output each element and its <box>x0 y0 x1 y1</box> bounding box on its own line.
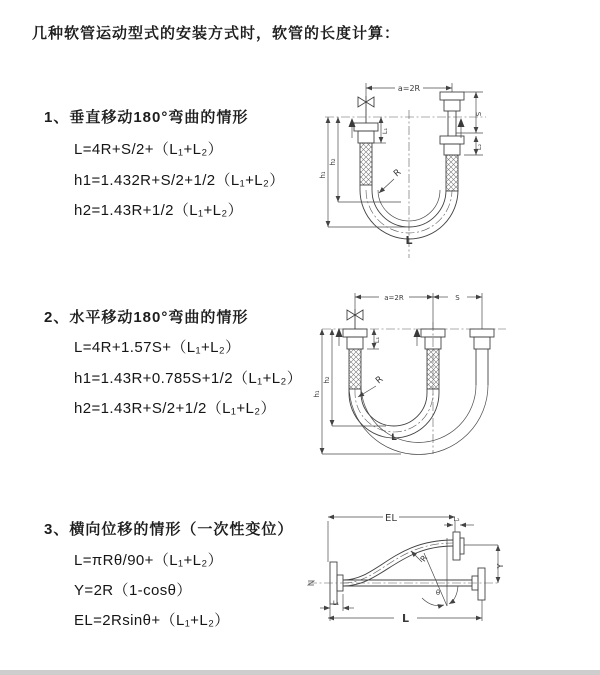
dimension-l1 <box>372 117 389 143</box>
formula-line: h1=1.43R+0.785S+1/2（L₁+L₂） <box>74 370 303 387</box>
dimension-l <box>328 600 482 625</box>
dimension-l2 <box>444 515 474 525</box>
dimension-y <box>464 545 505 583</box>
right-flange <box>472 568 485 600</box>
valve-icon <box>347 309 363 329</box>
dim-s-label: S <box>475 111 483 117</box>
radius-label: R <box>418 553 430 564</box>
dimension-l2 <box>464 136 483 155</box>
u-bend-hose-position2 <box>349 385 488 455</box>
formula-line: L=4R+S/2+（L₁+L₂） <box>74 141 224 158</box>
radius-label: R <box>392 167 404 180</box>
braided-hose-section <box>446 155 458 191</box>
valve-icon <box>358 96 374 123</box>
formula-line: L=4R+1.57S+（L₁+L₂） <box>74 339 241 356</box>
formula-line: EL=2Rsinθ+（L₁+L₂） <box>74 612 230 629</box>
dim-a2r-label: a=2R <box>397 84 421 93</box>
section-2-heading: 2、水平移动180°弯曲的情形 <box>44 309 249 326</box>
dimension-a2r <box>366 83 452 96</box>
dim-l1-label: L₁ <box>332 599 340 607</box>
dimension-l1 <box>367 329 381 349</box>
dim-h2-label: h₂ <box>329 158 337 166</box>
radius-callout <box>379 168 403 193</box>
pipe-fittings <box>343 329 494 389</box>
diagram-lateral-displacement <box>298 498 600 650</box>
dimension-el <box>328 513 455 562</box>
diagram-vertical-180-bend <box>311 72 600 264</box>
left-pipe-fitting <box>354 123 378 185</box>
dimension-a2r <box>355 294 433 302</box>
upper-flange <box>453 532 464 560</box>
length-label: L <box>391 433 397 443</box>
dim-h2-label: h₂ <box>323 376 331 384</box>
dim-el-label: EL <box>385 513 397 524</box>
radius-callout <box>358 375 385 397</box>
dim-h1-label: h₁ <box>319 171 327 179</box>
section-3-heading: 3、横向位移的情形（一次性变位） <box>44 521 294 538</box>
dim-l2-label: L₂ <box>453 515 460 523</box>
formula-line: h1=1.432R+S/2+1/2（L₁+L₂） <box>74 172 285 189</box>
s-curve-hose-position2 <box>343 540 453 586</box>
braided-hose-section <box>349 349 361 389</box>
dim-l1-label: L₁ <box>373 336 381 344</box>
length-label: L <box>401 612 410 625</box>
radius-callout <box>411 551 429 563</box>
dim-y-label: Y <box>496 563 505 569</box>
formula-line: h2=1.43R+S/2+1/2（L₁+L₂） <box>74 400 276 417</box>
length-label: L <box>405 234 413 247</box>
formula-line: h2=1.43R+1/2（L₁+L₂） <box>74 202 244 219</box>
u-bend-hose-position1 <box>349 389 439 438</box>
braided-hose-section <box>360 143 372 185</box>
page-title: 几种软管运动型式的安装方式时，软管的长度计算： <box>32 25 401 42</box>
dim-h1-label: h₁ <box>313 390 321 398</box>
formula-line: L=πRθ/90+（L₁+L₂） <box>74 552 223 569</box>
straight-hose-position1 <box>308 580 498 586</box>
diagram-horizontal-180-bend <box>306 282 598 460</box>
right-pipe-fitting <box>440 92 464 191</box>
section-1-heading: 1、垂直移动180°弯曲的情形 <box>44 109 249 126</box>
radius-label: R <box>374 374 386 387</box>
dim-s-label: S <box>455 294 460 302</box>
dim-l1-label: L₁ <box>381 127 389 135</box>
dim-l2-label: L₂ <box>475 143 483 151</box>
theta-label: θ <box>435 589 441 597</box>
dimension-h1 <box>313 329 401 454</box>
braided-hose-section <box>427 349 439 389</box>
dim-a2r-label: a=2R <box>384 294 404 302</box>
dimension-s <box>433 294 482 302</box>
page-bottom-edge <box>0 670 600 675</box>
formula-line: Y=2R（1-cosθ） <box>74 582 192 599</box>
